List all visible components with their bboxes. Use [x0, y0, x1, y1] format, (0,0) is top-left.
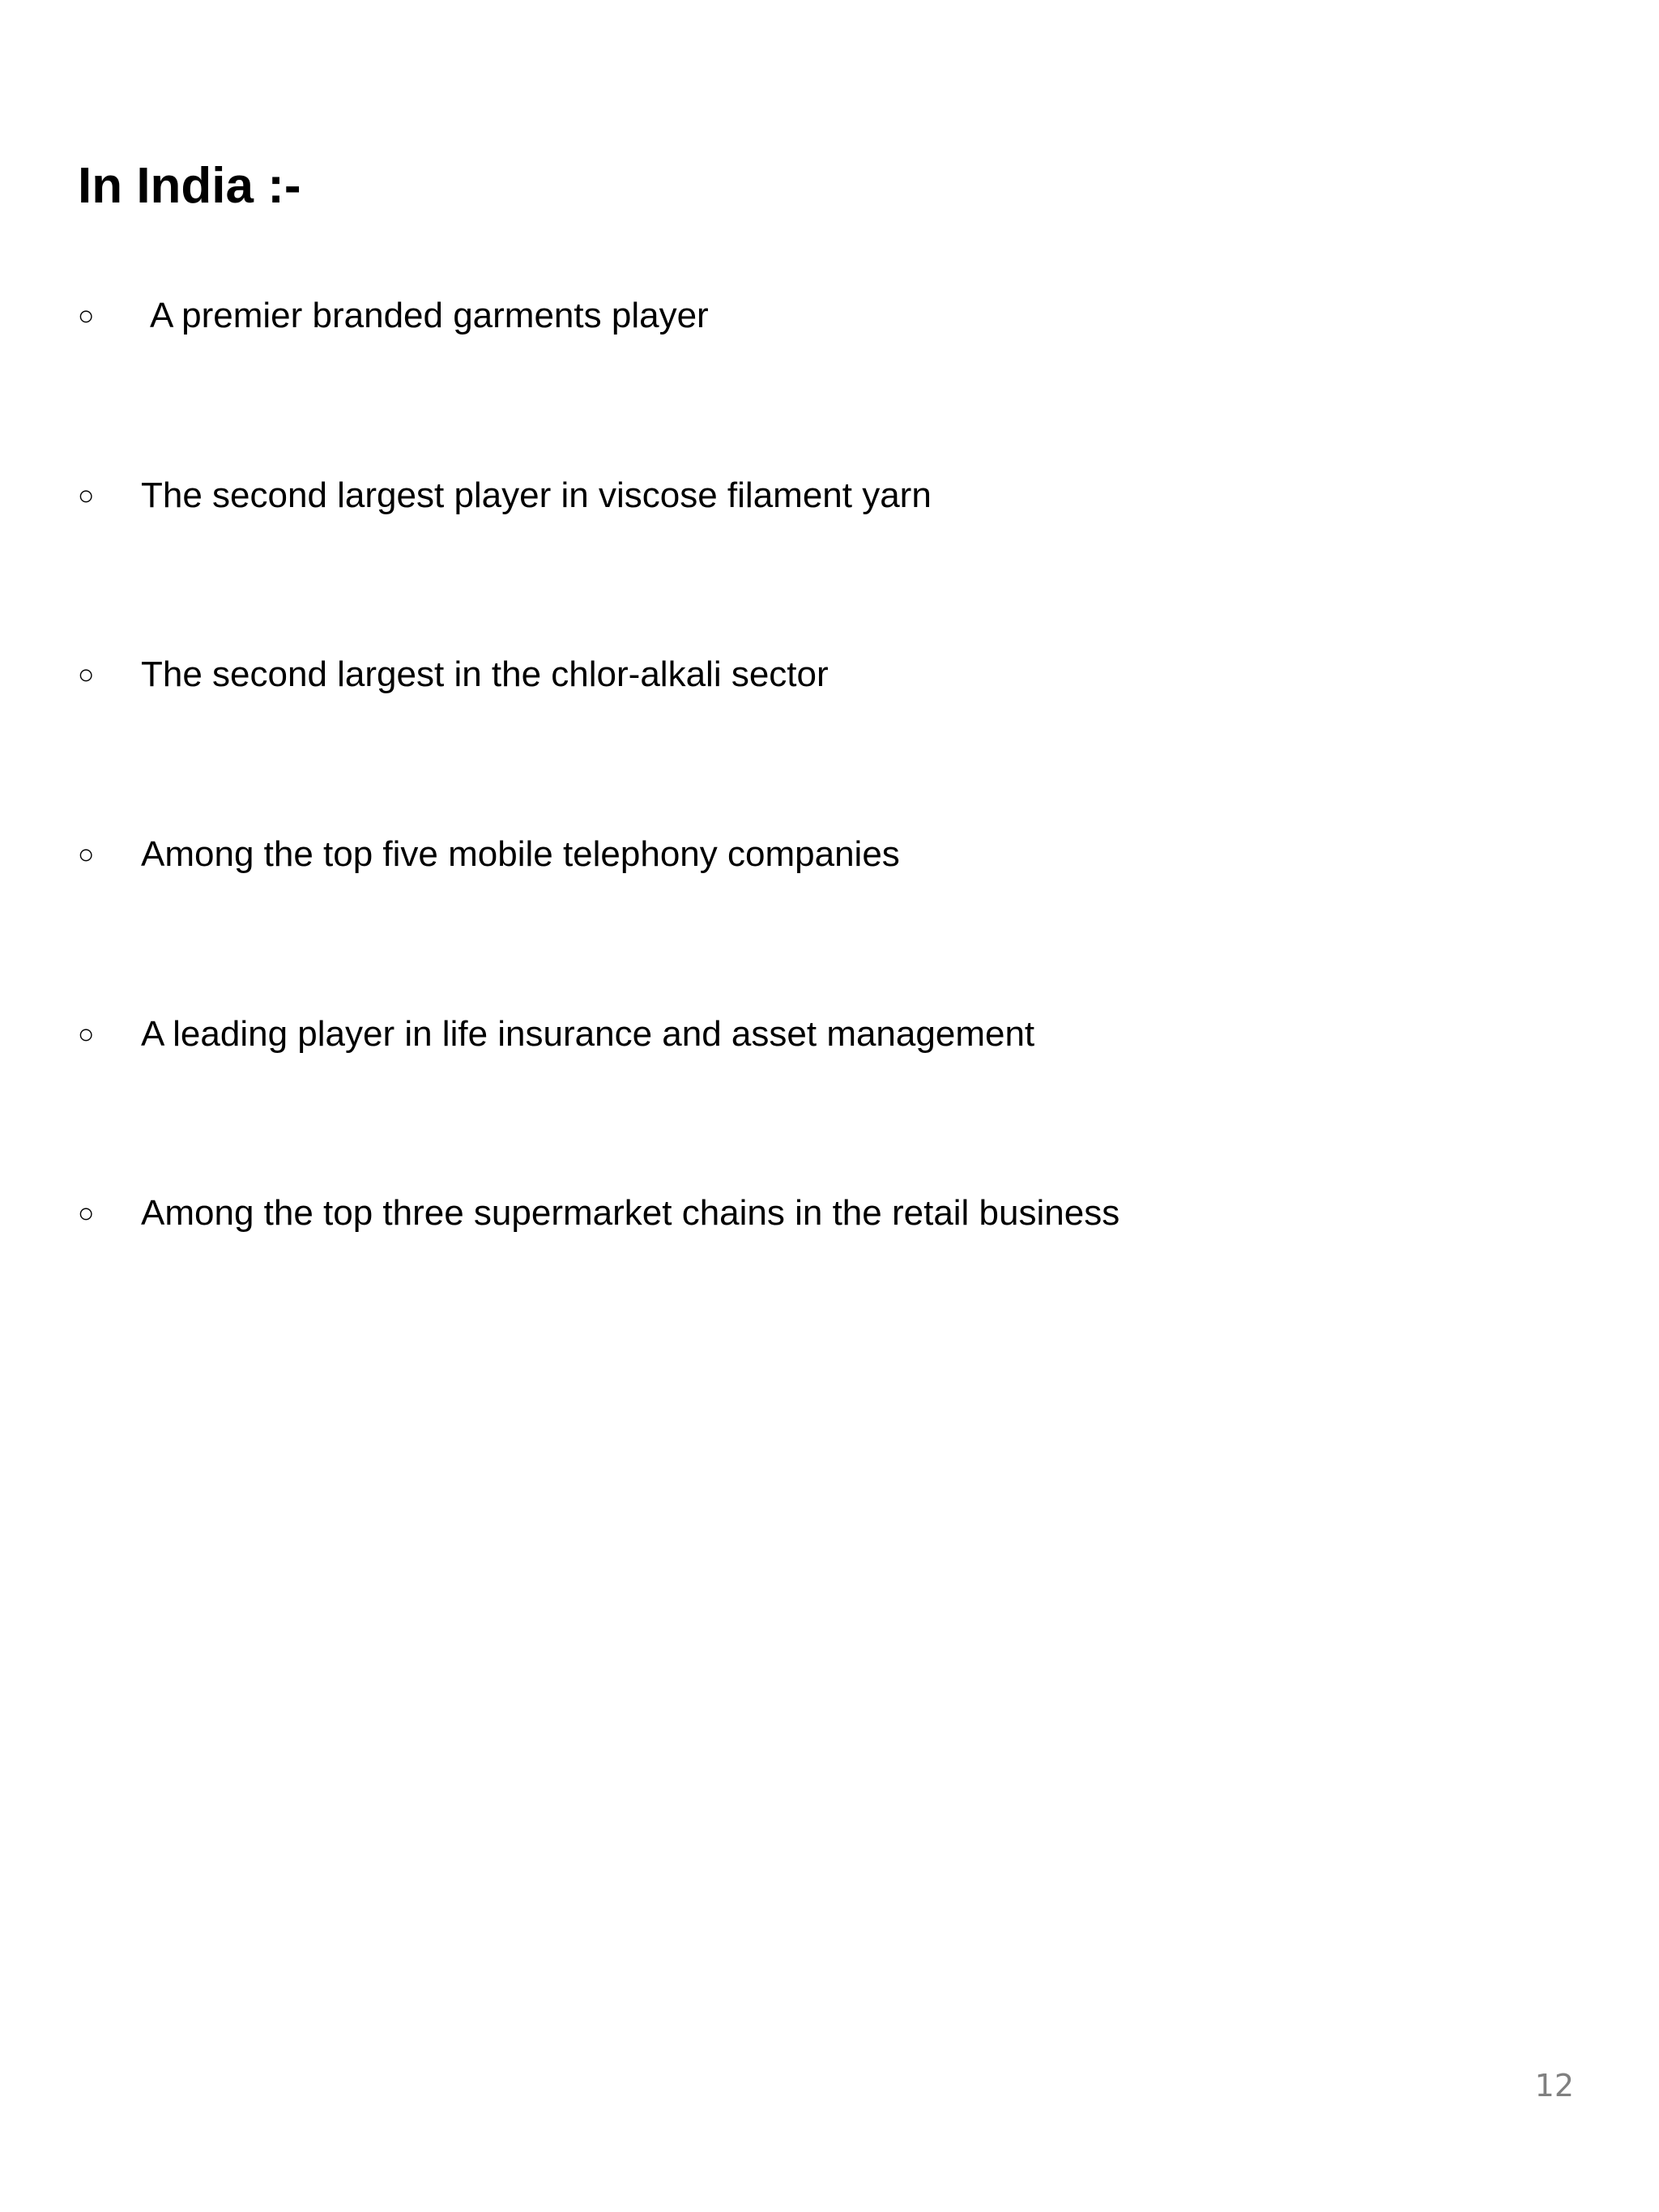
list-item [78, 292, 709, 340]
hollow-circle-bullet-icon: ○ [78, 300, 95, 331]
hollow-circle-bullet-icon: ○ [78, 1019, 95, 1050]
list-item [78, 1010, 1034, 1059]
list-item-text: A premier branded garments player [150, 295, 709, 335]
hollow-circle-bullet-icon: ○ [78, 839, 95, 870]
hollow-circle-bullet-icon: ○ [78, 659, 95, 690]
list-item-text: The second largest in the chlor-alkali sector [141, 654, 829, 694]
page-number: 12 [1534, 2068, 1574, 2103]
hollow-circle-bullet-icon: ○ [78, 1198, 95, 1229]
list-item [78, 471, 932, 520]
list-item [78, 650, 829, 699]
list-item-text: Among the top five mobile telephony companies [141, 833, 900, 874]
hollow-circle-bullet-icon: ○ [78, 480, 95, 511]
list-item [78, 830, 900, 879]
section-heading: In India :- [78, 158, 301, 214]
list-item-text: Among the top three supermarket chains in the retail business [141, 1192, 1120, 1233]
list-item [78, 1189, 1120, 1238]
list-item-text: The second largest player in viscose filament yarn [141, 475, 932, 515]
list-item-text: A leading player in life insurance and asset management [141, 1013, 1035, 1054]
